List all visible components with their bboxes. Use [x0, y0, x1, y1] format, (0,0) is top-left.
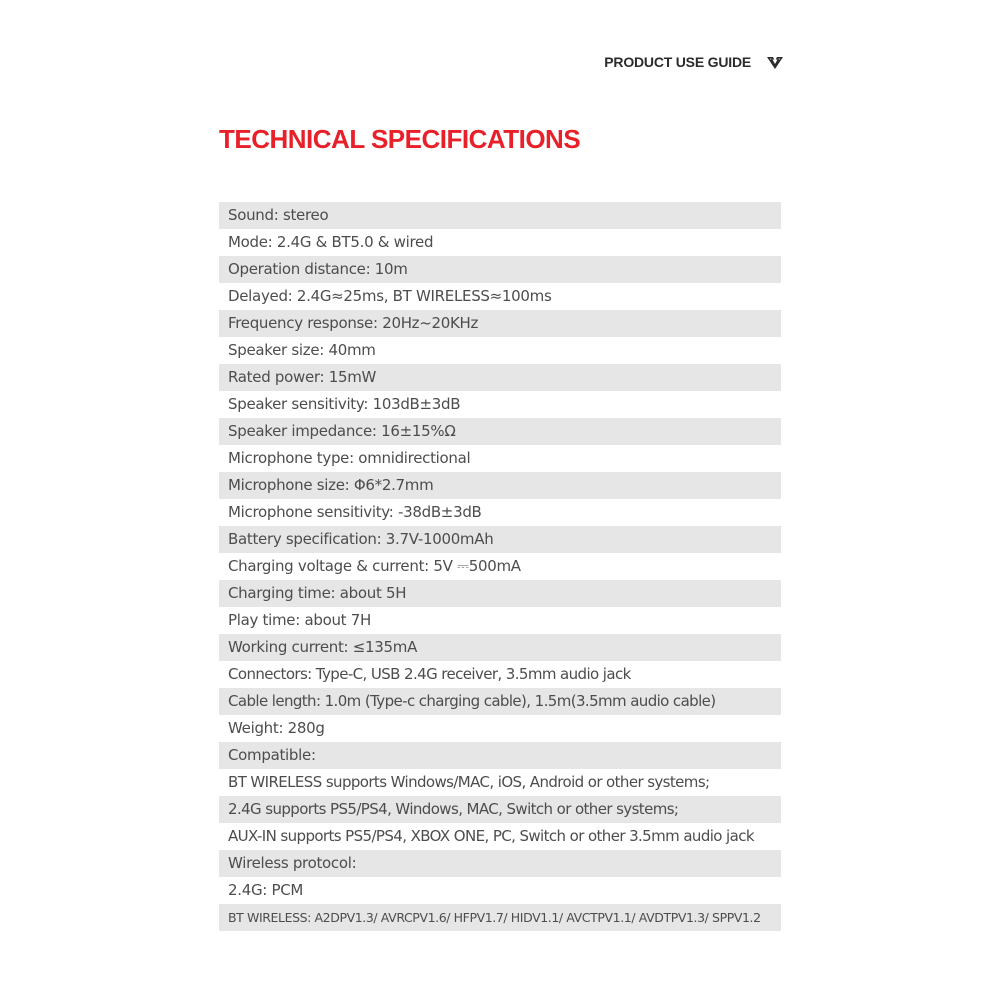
spec-row: 2.4G: PCM [219, 877, 781, 904]
spec-row: AUX-IN supports PS5/PS4, XBOX ONE, PC, Switch or other 3.5mm audio jack [219, 823, 781, 850]
page-title: TECHNICAL SPECIFICATIONS [219, 124, 581, 154]
spec-row: Delayed: 2.4G≈25ms, BT WIRELESS≈100ms [219, 283, 781, 310]
spec-row: Speaker sensitivity: 103dB±3dB [219, 391, 781, 418]
spec-row: Charging time: about 5H [219, 580, 781, 607]
spec-row: BT WIRELESS: A2DPV1.3/ AVRCPV1.6/ HFPV1.7/ HIDV1.1/ AVCTPV1.1/ AVDTPV1.3/ SPPV1.2 [219, 904, 781, 931]
spec-row: Rated power: 15mW [219, 364, 781, 391]
spec-row: Frequency response: 20Hz~20KHz [219, 310, 781, 337]
spec-row: Working current: ≤135mA [219, 634, 781, 661]
brand-logo-icon [767, 55, 783, 69]
spec-row: Play time: about 7H [219, 607, 781, 634]
guide-title: PRODUCT USE GUIDE [604, 54, 751, 70]
spec-row: Speaker impedance: 16±15%Ω [219, 418, 781, 445]
spec-row: Cable length: 1.0m (Type-c charging cable), 1.5m(3.5mm audio cable) [219, 688, 781, 715]
spec-row: Operation distance: 10m [219, 256, 781, 283]
spec-row: Mode: 2.4G & BT5.0 & wired [219, 229, 781, 256]
spec-row: Sound: stereo [219, 202, 781, 229]
spec-row: 2.4G supports PS5/PS4, Windows, MAC, Switch or other systems; [219, 796, 781, 823]
spec-table [219, 202, 781, 931]
spec-row: Charging voltage & current: 5V ⎓500mA [219, 553, 781, 580]
spec-row: Weight: 280g [219, 715, 781, 742]
spec-row: Microphone sensitivity: -38dB±3dB [219, 499, 781, 526]
spec-row: Microphone size: Φ6*2.7mm [219, 472, 781, 499]
spec-row: Connectors: Type-C, USB 2.4G receiver, 3.5mm audio jack [219, 661, 781, 688]
spec-row: Microphone type: omnidirectional [219, 445, 781, 472]
spec-row: Speaker size: 40mm [219, 337, 781, 364]
spec-row: Battery specification: 3.7V-1000mAh [219, 526, 781, 553]
spec-row: Compatible: [219, 742, 781, 769]
spec-row: Wireless protocol: [219, 850, 781, 877]
spec-row: BT WIRELESS supports Windows/MAC, iOS, Android or other systems; [219, 769, 781, 796]
guide-header [540, 52, 783, 72]
